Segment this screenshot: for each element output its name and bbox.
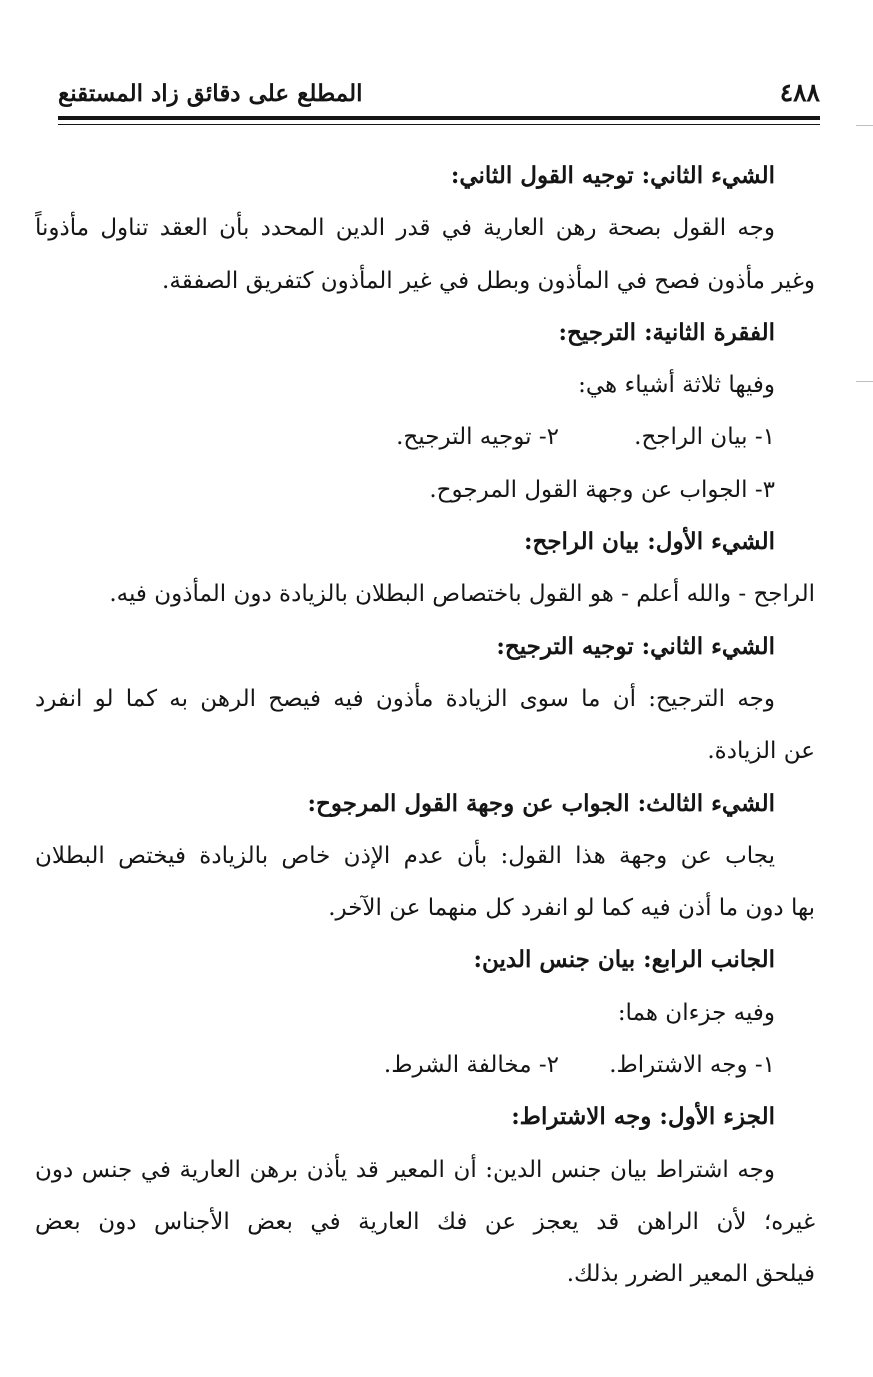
section-heading: الشيء الثالث: الجواب عن وجهة القول المرجوح:	[307, 789, 775, 817]
paragraph-line: الراجح - والله أعلم - هو القول باختصاص البطلان بالزيادة دون المأذون فيه.	[109, 581, 815, 608]
margin-tick-mark	[856, 381, 873, 382]
paragraph-line: وغير مأذون فصح في المأذون وبطل في غير المأذون كتفريق الصفقة.	[162, 267, 815, 294]
section-heading: الجانب الرابع: بيان جنس الدين:	[473, 946, 775, 974]
list-row	[35, 411, 815, 463]
section-heading: الجزء الأول: وجه الاشتراط:	[511, 1103, 775, 1131]
header-rule-thick	[58, 116, 820, 120]
page-number: ٤٨٨	[779, 78, 820, 107]
paragraph-line: عن الزيادة.	[707, 738, 815, 765]
paragraph-line: يجاب عن وجهة هذا القول: بأن عدم الإذن خاص بالزيادة فيختص البطلان	[35, 842, 775, 869]
paragraph-line: وجه القول بصحة رهن العارية في قدر الدين المحدد بأن العقد تناول مأذوناً	[35, 215, 775, 242]
paragraph-line: وفيها ثلاثة أشياء هي:	[578, 372, 775, 399]
paragraph-line: وجه اشتراط بيان جنس الدين: أن المعير قد يأذن برهن العارية في جنس دون	[35, 1156, 775, 1183]
page-body	[35, 150, 815, 1301]
book-title: المطلع على دقائق زاد المستقنع	[58, 80, 363, 107]
list-item: ١- بيان الراجح.	[634, 424, 775, 451]
paragraph-line: بها دون ما أذن فيه كما لو انفرد كل منهما عن الآخر.	[328, 895, 815, 922]
paragraph-line: فيلحق المعير الضرر بذلك.	[566, 1261, 815, 1288]
list-row	[35, 1039, 815, 1091]
list-item: ٢- مخالفة الشرط.	[383, 1052, 559, 1079]
section-heading: الفقرة الثانية: الترجيح:	[558, 318, 775, 346]
section-heading: الشيء الثاني: توجيه القول الثاني:	[450, 162, 775, 189]
page-header	[58, 78, 820, 112]
list-item: ٢- توجيه الترجيح.	[396, 424, 559, 451]
section-heading: الشيء الثاني: توجيه الترجيح:	[496, 632, 775, 660]
paragraph-line: غيره؛ لأن الراهن قد يعجز عن فك العارية في بعض الأجناس دون بعض	[35, 1208, 815, 1235]
margin-tick-mark	[856, 125, 873, 126]
section-heading: الشيء الأول: بيان الراجح:	[523, 528, 775, 556]
list-item: ١- وجه الاشتراط.	[609, 1052, 775, 1079]
paragraph-line: وجه الترجيح: أن ما سوى الزيادة مأذون فيه فيصح الرهن به كما لو انفرد	[35, 685, 775, 712]
paragraph-line: وفيه جزءان هما:	[617, 999, 775, 1026]
list-item: ٣- الجواب عن وجهة القول المرجوح.	[429, 476, 775, 503]
header-rule-thin	[58, 124, 820, 125]
